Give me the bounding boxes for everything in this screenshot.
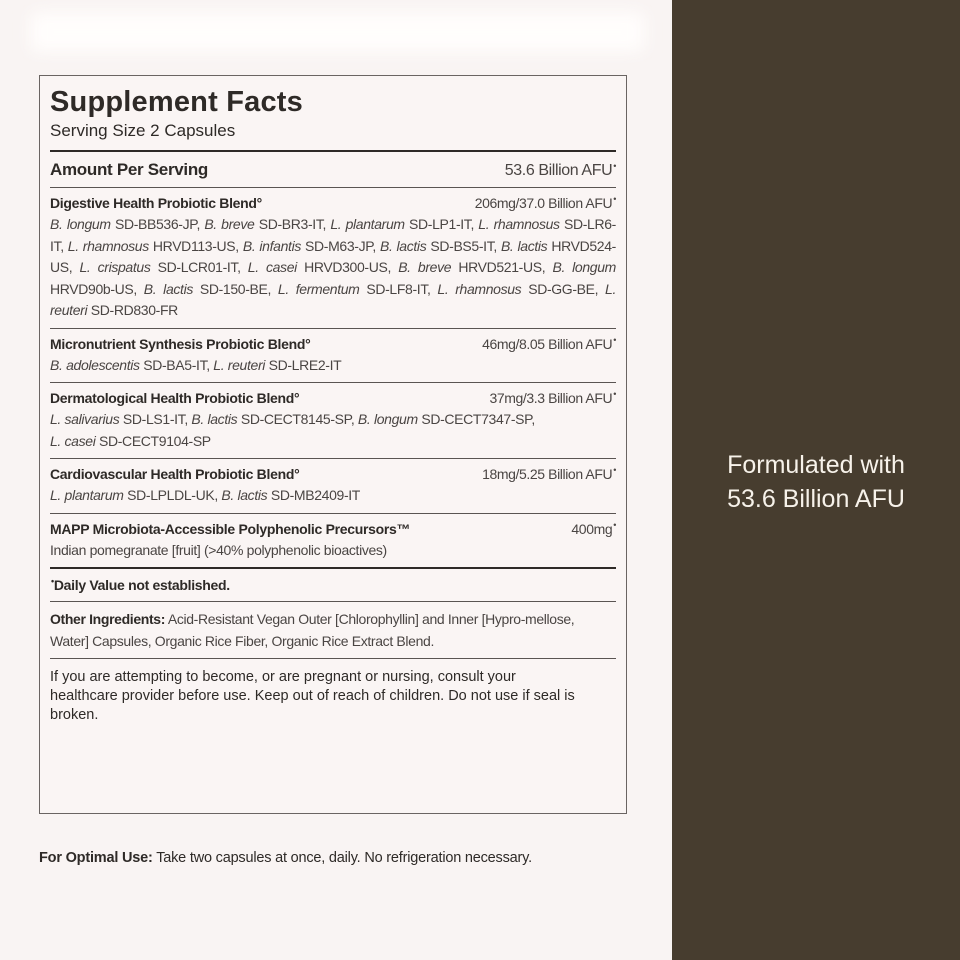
strain-species: L. casei (50, 432, 96, 449)
optimal-use-label: For Optimal Use: (39, 850, 153, 866)
strain-species: B. lactis (500, 237, 548, 254)
strain-species: B. longum (552, 259, 616, 275)
amount-label: Amount Per Serving (50, 160, 209, 179)
other-ingredients-label: Other Ingredients: (50, 611, 166, 627)
strain-species: B. adolescentis (50, 356, 140, 373)
formulated-callout (727, 448, 905, 516)
strain-species: L. reuteri (50, 280, 617, 318)
side-panel (672, 0, 960, 960)
optimal-use-text: Take two capsules at once, daily. No refrigeration necessary. (156, 850, 532, 866)
blend-name: Cardiovascular Health Probiotic Blend° (50, 466, 300, 482)
strain-species: B. lactis (221, 487, 268, 503)
blend-value: 18mg/5.25 Billion AFU• (482, 465, 616, 482)
warning-text: If you are attempting to become, or are pregnant or nursing, consult your healthcare provider before use. Keep out of reach of children. Do not use if seal is broken. (50, 669, 575, 723)
amount-value: 53.6 Billion AFU• (504, 160, 616, 179)
ingredient-value: 400mg• (571, 519, 616, 537)
strain-species: L. reuteri (213, 356, 266, 373)
strain-species: L. rhamnosus (67, 237, 149, 254)
strain-species: L. plantarum (330, 216, 405, 232)
strain-species: L. rhamnosus (478, 216, 560, 232)
other-ingredients (50, 602, 616, 658)
blend-value: 206mg/37.0 Billion AFU• (474, 194, 616, 211)
strain-species: L. salivarius (50, 411, 120, 427)
supplement-facts-box (39, 75, 627, 814)
other-ingredients-text: Acid-Resistant Vegan Outer [Chlorophyllin] and Inner [Hypro-mellose, Water] Capsules, Organic Rice Fiber, Organic Rice Extract Blend. (50, 611, 575, 649)
strain-species: L. plantarum (50, 487, 124, 503)
serving-size: Serving Size 2 Capsules (50, 121, 236, 140)
strain-list: B. adolescentis SD-BA5-IT, L. reuteri SD-LRE2-IT (50, 356, 342, 373)
top-highlight (30, 12, 645, 52)
blend-name: Dermatological Health Probiotic Blend° (50, 390, 300, 406)
strain-species: L. fermentum (277, 280, 360, 297)
blend-value: 46mg/8.05 Billion AFU• (482, 334, 616, 352)
strain-species: B. lactis (143, 280, 193, 297)
strain-list: L. salivarius SD-LS1-IT, B. lactis SD-CECT8145-SP, B. longum SD-CECT7347-SP, L. casei SD-CECT9104-SP (50, 411, 535, 449)
ingredient-description: Indian pomegranate [fruit] (>40% polyphenolic bioactives) (50, 541, 387, 558)
daily-value-note: •Daily Value not established. (51, 576, 230, 593)
ingredient-name: MAPP Microbiota-Accessible Polyphenolic Precursors™ (50, 520, 411, 537)
blend-name: Micronutrient Synthesis Probiotic Blend° (50, 335, 311, 352)
strain-species: B. lactis (191, 411, 238, 427)
blend-value: 37mg/3.3 Billion AFU• (489, 389, 616, 406)
strain-species: L. rhamnosus (437, 280, 522, 297)
facts-title: Supplement Facts (50, 86, 303, 118)
strain-species: B. breve (204, 216, 255, 232)
blend-dermatological-health (50, 383, 616, 458)
blend-micronutrient-synthesis (50, 329, 616, 383)
amount-per-serving-row (50, 152, 616, 187)
blend-cardiovascular-health (50, 459, 616, 513)
strain-species: B. lactis (379, 237, 427, 254)
strain-species: L. crispatus (79, 259, 151, 275)
optimal-use-note (39, 850, 532, 866)
callout-line-2: 53.6 Billion AFU (727, 484, 905, 513)
strain-list: L. plantarum SD-LPLDL-UK, B. lactis SD-MB2409-IT (50, 487, 360, 503)
blend-digestive-health (50, 188, 616, 328)
strain-species: L. casei (247, 259, 297, 275)
callout-line-1: Formulated with (727, 450, 905, 479)
strain-species: B. infantis (242, 237, 301, 254)
mapp-ingredient (50, 514, 616, 568)
strain-species: B. longum (50, 216, 111, 232)
blend-name: Digestive Health Probiotic Blend° (50, 195, 262, 211)
strain-species: B. longum (357, 411, 418, 427)
strain-species: B. breve (398, 259, 452, 275)
strain-list: B. longum SD-BB536-JP, B. breve SD-BR3-IT, L. plantarum SD-LP1-IT, L. rhamnosus SD-LR6-IT, L. rhamnosus HRVD113-US, B. infantis SD-M63-JP, B. lactis SD-BS5-IT, B. lactis HRVD524-US, L. crispatus SD-LCR01-IT, L. casei HRVD300-US, B. breve HRVD521-US, B. longum HRVD90b-US, B. lactis SD-150-BE, L. fermentum SD-LF8-IT, L. rhamnosus SD-GG-BE, L. reuteri SD-RD830-FR (50, 216, 617, 318)
